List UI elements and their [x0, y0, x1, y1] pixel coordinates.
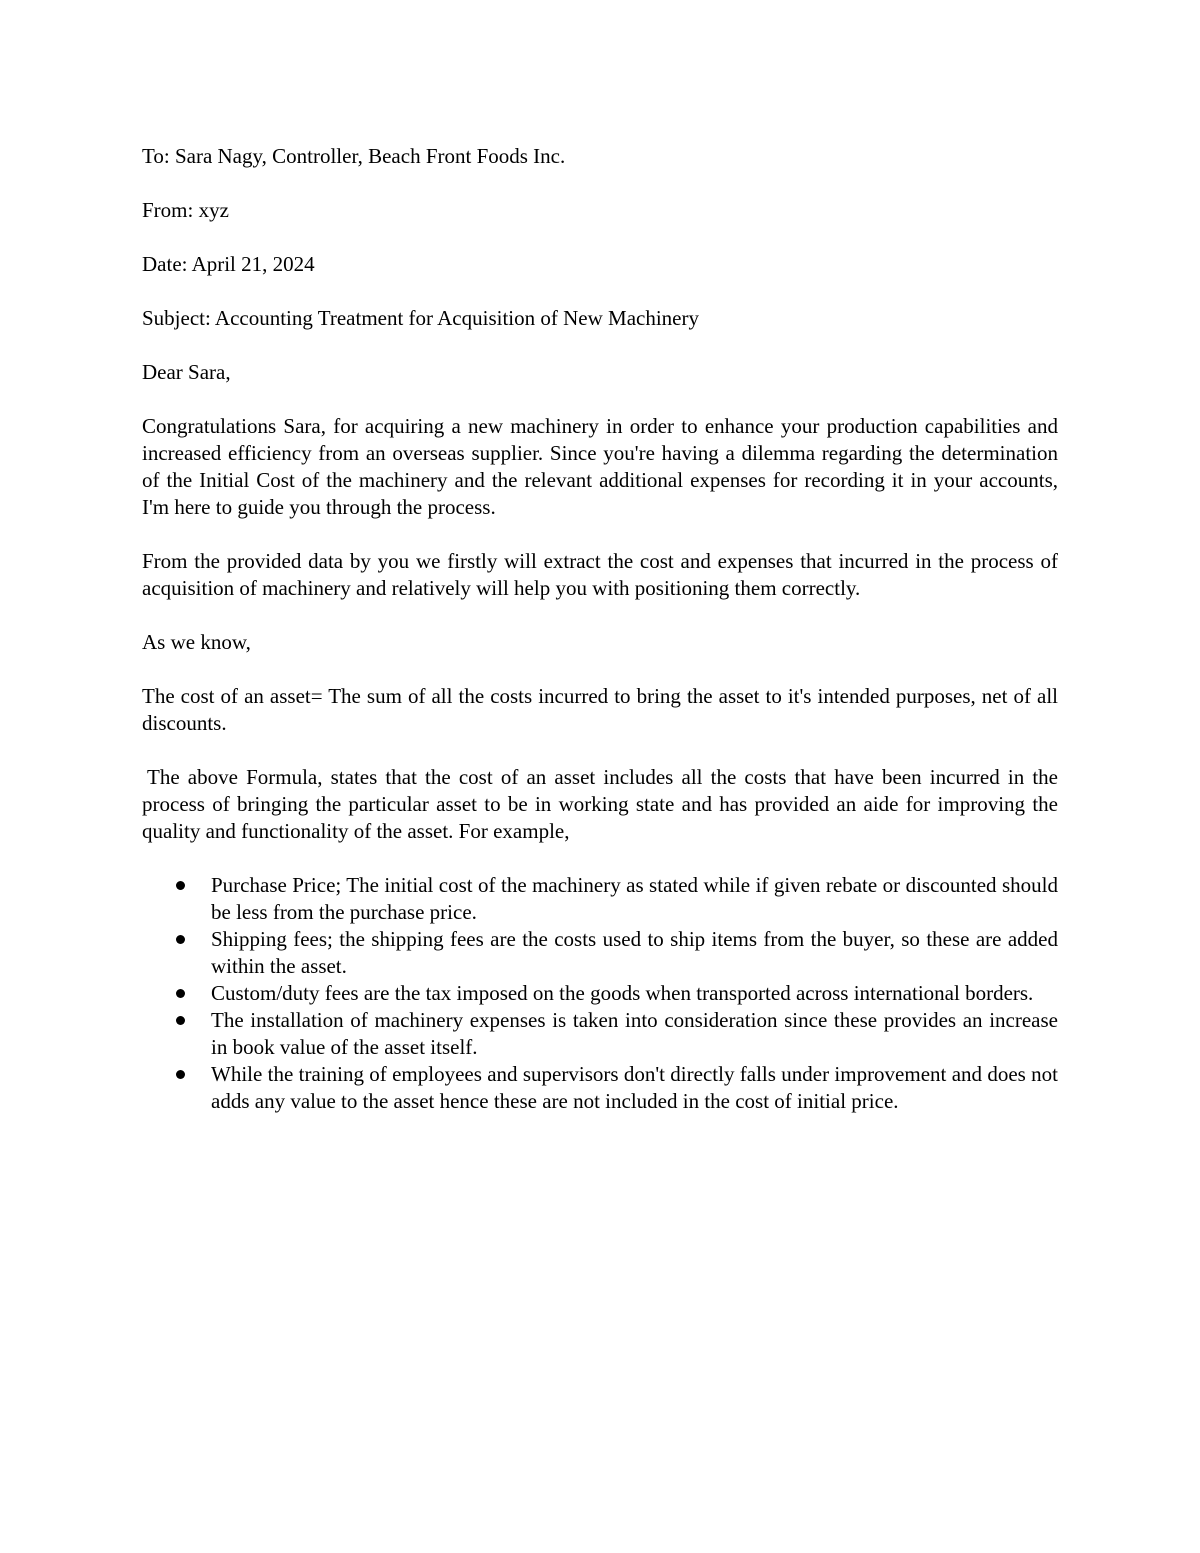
list-item-text: The installation of machinery expenses is taken into consideration since these provides an increase in book value of the asset itself. — [211, 1008, 1058, 1059]
memo-from: From: xyz — [142, 198, 229, 222]
cost-items-list — [142, 872, 1058, 1115]
list-item-text: Purchase Price; The initial cost of the machinery as stated while if given rebate or discounted should be less from the purchase price. — [211, 873, 1058, 924]
document-page — [142, 143, 1058, 1115]
bullet-icon — [176, 989, 185, 998]
memo-to: To: Sara Nagy, Controller, Beach Front Foods Inc. — [142, 144, 566, 168]
list-item — [142, 872, 1058, 926]
salutation: Dear Sara, — [142, 360, 231, 384]
bullet-icon — [176, 935, 185, 944]
paragraph-as-we-know: As we know, — [142, 630, 251, 654]
bullet-icon — [176, 1016, 185, 1025]
list-item-text: Shipping fees; the shipping fees are the costs used to ship items from the buyer, so these are added within the asset. — [211, 927, 1058, 978]
list-item — [142, 980, 1058, 1007]
list-item-text: While the training of employees and supervisors don't directly falls under improvement and does not adds any value to the asset hence these are not included in the cost of initial price. — [211, 1062, 1058, 1113]
list-item-text: Custom/duty fees are the tax imposed on the goods when transported across international borders. — [211, 981, 1034, 1005]
paragraph-data: From the provided data by you we firstly will extract the cost and expenses that incurred in the process of acquisition of machinery and relatively will help you with positioning them correctly. — [142, 549, 1058, 600]
paragraph-formula: The cost of an asset= The sum of all the costs incurred to bring the asset to it's intended purposes, net of all discounts. — [142, 684, 1058, 735]
paragraph-formula-explanation: The above Formula, states that the cost of an asset includes all the costs that have been incurred in the process of bringing the particular asset to be in working state and has provided an aide for improving the quality and functionality of the asset. For example, — [142, 765, 1058, 843]
memo-date: Date: April 21, 2024 — [142, 252, 315, 276]
paragraph-intro: Congratulations Sara, for acquiring a new machinery in order to enhance your production capabilities and increased efficiency from an overseas supplier. Since you're having a dilemma regarding the determination of the Initial Cost of the machinery and the relevant additional expenses for recording it in your accounts, I'm here to guide you through the process. — [142, 414, 1058, 519]
list-item — [142, 926, 1058, 980]
list-item — [142, 1007, 1058, 1061]
list-item — [142, 1061, 1058, 1115]
memo-subject: Subject: Accounting Treatment for Acquisition of New Machinery — [142, 306, 699, 330]
bullet-icon — [176, 881, 185, 890]
bullet-icon — [176, 1070, 185, 1079]
